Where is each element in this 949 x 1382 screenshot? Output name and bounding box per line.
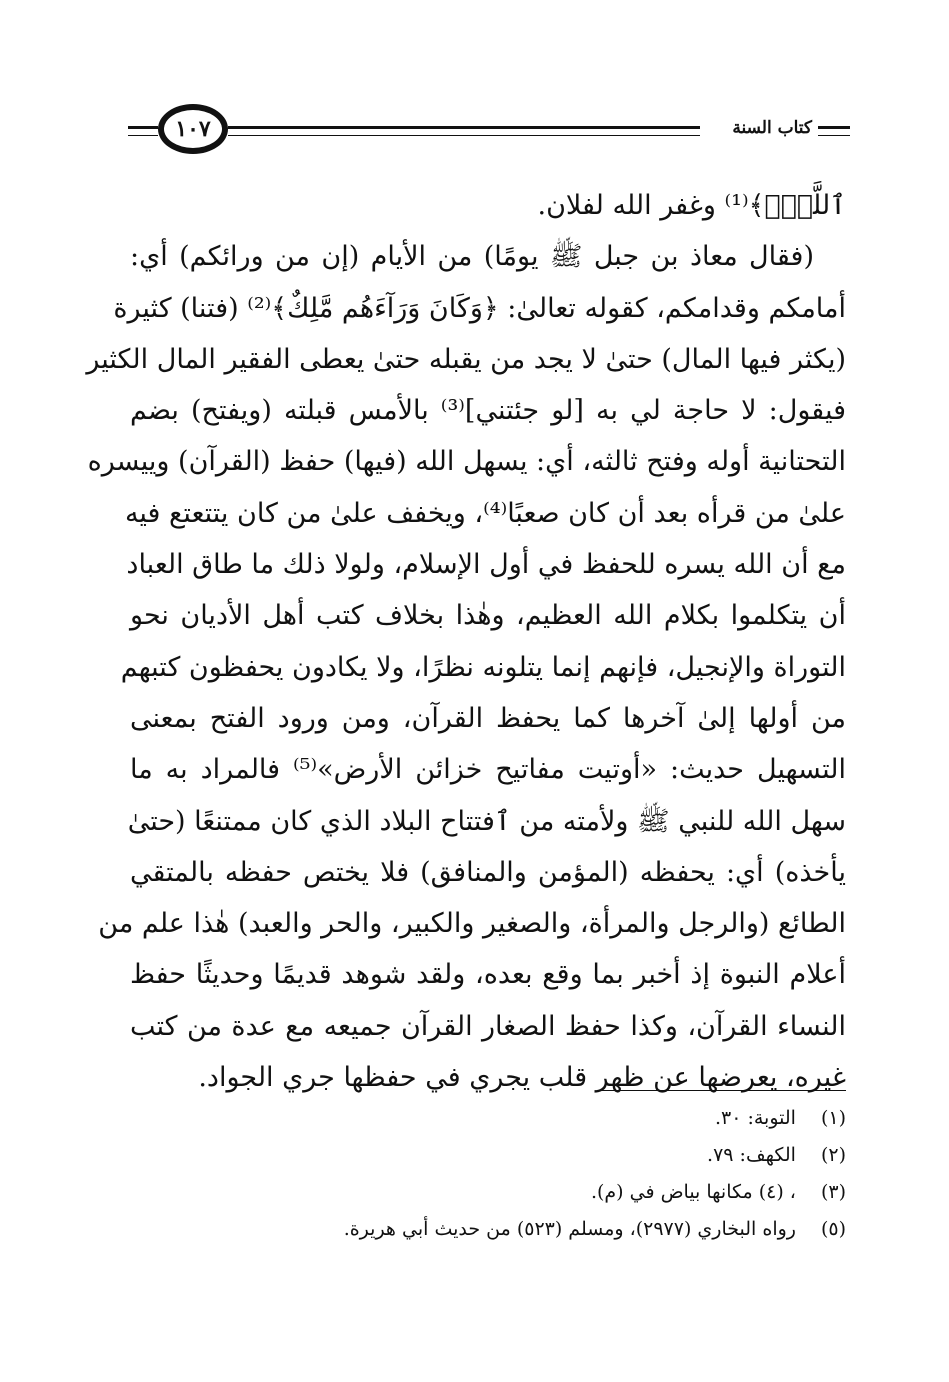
text-line: التحتانية أوله وفتح ثالثه، أي: يسهل الله (فيها) حفظ (القرآن) وييسره (87, 446, 846, 478)
text-line: أمامكم وقدامكم، كقوله تعالىٰ: ﴿وَكَانَ وَرَآءَهُم مَّلِكٌ﴾⁽²⁾ (فتنا) كثيرة (113, 292, 846, 324)
footnote (130, 1211, 846, 1248)
text-line: سهل الله للنبي ﷺ ولأمته من ٱفتتاح البلاد الذي كان ممتنعًا (حتىٰ (127, 805, 846, 837)
text-line: يأخذه) أي: يحفظه (المؤمن والمنافق) فلا يختص حفظه بالمتقي (130, 856, 846, 888)
text-line: الطائع (والرجل والمرأة، والصغير والكبير، والحر والعبد) هٰذا علم من (98, 908, 846, 940)
text-line: علىٰ من قرأه بعد أن كان صعبًا⁽⁴⁾، ويخفف علىٰ من كان يتتعتع فيه (124, 497, 846, 529)
footnote (130, 1100, 846, 1137)
footnotes (130, 1100, 846, 1248)
text-line: غيره، يعرضها عن ظهر قلب يجري في حفظها جري الجواد. (198, 1062, 846, 1094)
footnote (130, 1174, 846, 1211)
footnote-text: رواه البخاري (٢٩٧٧)، ومسلم (٥٢٣) من حديث أبي هريرة. (343, 1218, 796, 1240)
footnote-text: الكهف: ٧٩. (707, 1144, 796, 1166)
footnote-number: (١) (820, 1107, 846, 1129)
footnote-number: (٥) (820, 1218, 846, 1240)
footnote-number: (٣) (820, 1181, 846, 1203)
text-line: التسهيل حديث: «أوتيت مفاتيح خزائن الأرض»⁽⁵⁾ فالمراد به ما (130, 754, 846, 786)
text-line: النساء القرآن، وكذا حفظ الصغار القرآن جميعه مع عدة من كتب (130, 1010, 846, 1042)
header-rule-middle (228, 126, 700, 136)
book-title: كتاب السنة (732, 118, 812, 138)
main-text (86, 180, 846, 1103)
text-line: مع أن الله يسره للحفظ في أول الإسلام، ولولا ذلك ما طاق العباد (126, 549, 846, 581)
text-line: من أولها إلىٰ آخرها كما يحفظ القرآن، ومن ورود الفتح بمعنى (130, 702, 846, 734)
text-line: التوراة والإنجيل، فإنهم إنما يتلونه نظرًا، ولا يكادون يحفظون كتبهم (120, 651, 846, 683)
footnote-text: التوبة: ٣٠. (714, 1107, 796, 1129)
footnote-text: ، (٤) مكانها بياض في (م). (590, 1181, 796, 1203)
text-line: (فقال معاذ بن جبل ﷺ يومًا) من الأيام (إن من ورائكم) أي: (130, 241, 814, 273)
footnote-separator (598, 1090, 846, 1091)
page-number: ١٠٧ (158, 104, 228, 154)
header-rule-left (128, 126, 158, 136)
text-line: أعلام النبوة إذ أخبر بما وقع بعده، ولقد شوهد قديمًا وحديثًا حفظ (130, 959, 846, 991)
running-header (128, 98, 850, 168)
text-line: ٱللَّهُۖ﴾⁽¹⁾ وغفر الله لفلان. (537, 190, 846, 221)
footnote (130, 1137, 846, 1174)
text-line: فيقول: لا حاجة لي به [لو جئتني]⁽³⁾ بالأمس قبلته (ويفتح) بضم (130, 395, 846, 427)
header-rule-right (818, 126, 850, 136)
footnote-number: (٢) (820, 1144, 846, 1166)
text-line: أن يتكلموا بكلام الله العظيم، وهٰذا بخلاف كتب أهل الأديان نحو (130, 600, 846, 632)
text-line: (يكثر فيها المال) حتىٰ لا يجد من يقبله حتىٰ يعطى الفقير المال الكثير (86, 343, 846, 375)
